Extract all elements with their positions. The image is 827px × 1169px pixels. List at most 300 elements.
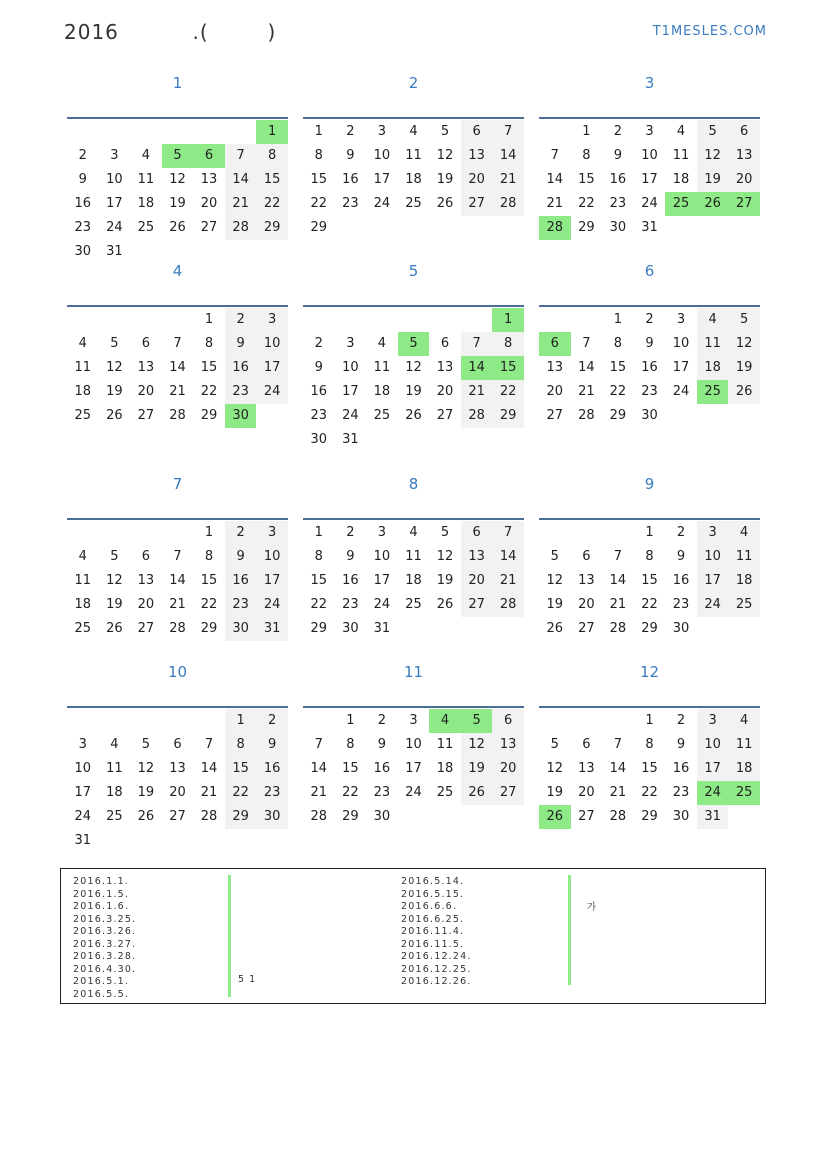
day-cell[interactable]: 12 (436, 148, 454, 163)
day-cell[interactable]: 4 (697, 308, 729, 332)
day-cell[interactable]: 25 (665, 192, 697, 216)
day-cell[interactable]: 18 (74, 384, 92, 399)
day-cell[interactable]: 5 (461, 709, 493, 733)
day-cell[interactable]: 3 (377, 124, 387, 139)
day-cell[interactable]: 11 (672, 148, 690, 163)
day-cell[interactable]: 30 (225, 617, 257, 641)
day-cell[interactable]: 29 (641, 621, 658, 636)
day-cell[interactable]: 5 (550, 549, 559, 564)
day-cell[interactable]: 19 (436, 573, 454, 588)
day-cell[interactable]: 16 (641, 360, 658, 375)
day-cell[interactable]: 17 (373, 172, 391, 187)
day-cell[interactable]: 3 (409, 713, 418, 728)
day-cell[interactable]: 18 (728, 569, 760, 593)
day-cell[interactable]: 28 (492, 593, 524, 617)
day-cell[interactable]: 28 (310, 809, 328, 824)
day-cell[interactable]: 24 (373, 597, 391, 612)
day-cell[interactable]: 23 (672, 597, 690, 612)
day-cell[interactable]: 19 (461, 757, 493, 781)
day-cell[interactable]: 8 (346, 737, 355, 752)
day-cell[interactable]: 4 (78, 336, 87, 351)
day-cell[interactable]: 1 (645, 525, 654, 540)
day-cell[interactable]: 17 (672, 360, 690, 375)
day-cell[interactable]: 31 (74, 833, 92, 848)
day-cell[interactable]: 19 (405, 384, 422, 399)
day-cell[interactable]: 12 (405, 360, 422, 375)
day-cell[interactable]: 6 (461, 521, 493, 545)
day-cell[interactable]: 26 (461, 781, 493, 805)
day-cell[interactable]: 8 (492, 332, 524, 356)
day-cell[interactable]: 1 (346, 713, 355, 728)
day-cell[interactable]: 31 (373, 621, 391, 636)
day-cell[interactable]: 27 (461, 192, 493, 216)
day-cell[interactable]: 15 (200, 360, 218, 375)
day-cell[interactable]: 14 (492, 144, 524, 168)
day-cell[interactable]: 11 (697, 332, 729, 356)
day-cell[interactable]: 20 (169, 785, 186, 800)
day-cell[interactable]: 25 (436, 785, 454, 800)
day-cell[interactable]: 5 (162, 144, 194, 168)
day-cell[interactable]: 1 (204, 525, 214, 540)
day-cell[interactable]: 26 (546, 621, 564, 636)
day-cell[interactable]: 17 (256, 569, 288, 593)
day-cell[interactable]: 24 (342, 408, 359, 423)
day-cell[interactable]: 23 (310, 408, 328, 423)
day-cell[interactable]: 6 (728, 120, 760, 144)
day-cell[interactable]: 15 (256, 168, 288, 192)
day-cell[interactable]: 10 (342, 360, 359, 375)
day-cell[interactable]: 24 (672, 384, 690, 399)
day-cell[interactable]: 9 (346, 148, 355, 163)
day-cell[interactable]: 13 (461, 144, 493, 168)
day-cell[interactable]: 23 (342, 196, 359, 211)
day-cell[interactable]: 11 (74, 573, 92, 588)
day-cell[interactable]: 9 (225, 545, 257, 569)
day-cell[interactable]: 8 (314, 148, 323, 163)
day-cell[interactable]: 25 (405, 196, 422, 211)
day-cell[interactable]: 30 (641, 408, 658, 423)
day-cell[interactable]: 13 (137, 360, 155, 375)
day-cell[interactable]: 3 (256, 308, 288, 332)
day-cell[interactable]: 7 (550, 148, 559, 163)
day-cell[interactable]: 19 (106, 597, 123, 612)
day-cell[interactable]: 16 (225, 569, 257, 593)
day-cell[interactable]: 23 (225, 593, 257, 617)
day-cell[interactable]: 16 (74, 196, 92, 211)
day-cell[interactable]: 26 (106, 621, 123, 636)
day-cell[interactable]: 5 (728, 308, 760, 332)
day-cell[interactable]: 28 (169, 621, 186, 636)
day-cell[interactable]: 4 (409, 124, 418, 139)
day-cell[interactable]: 17 (697, 757, 729, 781)
day-cell[interactable]: 24 (373, 196, 391, 211)
day-cell[interactable]: 25 (106, 809, 123, 824)
day-cell[interactable]: 28 (609, 809, 627, 824)
day-cell[interactable]: 7 (204, 737, 214, 752)
day-cell[interactable]: 28 (225, 216, 257, 240)
day-cell[interactable]: 1 (256, 120, 288, 144)
day-cell[interactable]: 1 (204, 312, 214, 327)
day-cell[interactable]: 27 (546, 408, 564, 423)
day-cell[interactable]: 24 (256, 380, 288, 404)
day-cell[interactable]: 20 (461, 168, 493, 192)
day-cell[interactable]: 9 (377, 737, 387, 752)
day-cell[interactable]: 27 (492, 781, 524, 805)
day-cell[interactable]: 27 (137, 621, 155, 636)
day-cell[interactable]: 1 (225, 709, 257, 733)
day-cell[interactable]: 12 (436, 549, 454, 564)
day-cell[interactable]: 11 (405, 148, 422, 163)
day-cell[interactable]: 14 (310, 761, 328, 776)
day-cell[interactable]: 6 (173, 737, 182, 752)
day-cell[interactable]: 25 (728, 781, 760, 805)
day-cell[interactable]: 18 (697, 356, 729, 380)
day-cell[interactable]: 7 (492, 521, 524, 545)
day-cell[interactable]: 7 (613, 549, 623, 564)
day-cell[interactable]: 21 (200, 785, 218, 800)
day-cell[interactable]: 5 (110, 336, 119, 351)
day-cell[interactable]: 20 (200, 196, 218, 211)
day-cell[interactable]: 15 (641, 761, 658, 776)
day-cell[interactable]: 22 (492, 380, 524, 404)
day-cell[interactable]: 7 (173, 549, 182, 564)
day-cell[interactable]: 3 (110, 148, 119, 163)
day-cell[interactable]: 4 (728, 521, 760, 545)
day-cell[interactable]: 9 (676, 737, 686, 752)
day-cell[interactable]: 6 (492, 709, 524, 733)
day-cell[interactable]: 29 (578, 220, 595, 235)
day-cell[interactable]: 13 (169, 761, 186, 776)
day-cell[interactable]: 19 (546, 785, 564, 800)
day-cell[interactable]: 12 (137, 761, 155, 776)
day-cell[interactable]: 19 (169, 196, 186, 211)
day-cell[interactable]: 1 (314, 525, 323, 540)
day-cell[interactable]: 5 (550, 737, 559, 752)
day-cell[interactable]: 30 (672, 809, 690, 824)
day-cell[interactable]: 5 (110, 549, 119, 564)
day-cell[interactable]: 24 (106, 220, 123, 235)
day-cell[interactable]: 15 (492, 356, 524, 380)
day-cell[interactable]: 25 (137, 220, 155, 235)
day-cell[interactable]: 26 (405, 408, 422, 423)
day-cell[interactable]: 20 (461, 569, 493, 593)
day-cell[interactable]: 23 (641, 384, 658, 399)
day-cell[interactable]: 25 (697, 380, 729, 404)
day-cell[interactable]: 29 (492, 404, 524, 428)
day-cell[interactable]: 14 (225, 168, 257, 192)
day-cell[interactable]: 10 (672, 336, 690, 351)
day-cell[interactable]: 25 (74, 408, 92, 423)
day-cell[interactable]: 7 (582, 336, 591, 351)
day-cell[interactable]: 14 (169, 360, 186, 375)
day-cell[interactable]: 11 (436, 737, 454, 752)
day-cell[interactable]: 31 (342, 432, 359, 447)
day-cell[interactable]: 19 (697, 168, 729, 192)
day-cell[interactable]: 29 (200, 408, 218, 423)
day-cell[interactable]: 5 (141, 737, 151, 752)
day-cell[interactable]: 8 (256, 144, 288, 168)
day-cell[interactable]: 2 (645, 312, 654, 327)
day-cell[interactable]: 28 (578, 408, 595, 423)
day-cell[interactable]: 28 (169, 408, 186, 423)
day-cell[interactable]: 22 (310, 196, 328, 211)
day-cell[interactable]: 6 (539, 332, 571, 356)
day-cell[interactable]: 3 (645, 124, 654, 139)
day-cell[interactable]: 26 (436, 196, 454, 211)
day-cell[interactable]: 10 (256, 332, 288, 356)
day-cell[interactable]: 15 (578, 172, 595, 187)
day-cell[interactable]: 16 (342, 172, 359, 187)
day-cell[interactable]: 2 (256, 709, 288, 733)
day-cell[interactable]: 16 (672, 573, 690, 588)
day-cell[interactable]: 22 (342, 785, 359, 800)
day-cell[interactable]: 7 (492, 120, 524, 144)
day-cell[interactable]: 9 (78, 172, 87, 187)
day-cell[interactable]: 11 (74, 360, 92, 375)
day-cell[interactable]: 7 (173, 336, 182, 351)
day-cell[interactable]: 30 (225, 404, 257, 428)
day-cell[interactable]: 12 (546, 761, 564, 776)
day-cell[interactable]: 9 (256, 733, 288, 757)
day-cell[interactable]: 18 (672, 172, 690, 187)
day-cell[interactable]: 6 (582, 549, 591, 564)
day-cell[interactable]: 12 (461, 733, 493, 757)
day-cell[interactable]: 16 (256, 757, 288, 781)
day-cell[interactable]: 17 (256, 356, 288, 380)
day-cell[interactable]: 15 (609, 360, 627, 375)
day-cell[interactable]: 2 (314, 336, 323, 351)
day-cell[interactable]: 9 (314, 360, 323, 375)
day-cell[interactable]: 28 (461, 404, 493, 428)
day-cell[interactable]: 1 (492, 308, 524, 332)
day-cell[interactable]: 27 (200, 220, 218, 235)
day-cell[interactable]: 25 (728, 593, 760, 617)
day-cell[interactable]: 3 (697, 521, 729, 545)
day-cell[interactable]: 12 (546, 573, 564, 588)
day-cell[interactable]: 21 (546, 196, 564, 211)
day-cell[interactable]: 4 (429, 709, 461, 733)
day-cell[interactable]: 12 (728, 332, 760, 356)
day-cell[interactable]: 5 (398, 332, 430, 356)
day-cell[interactable]: 14 (169, 573, 186, 588)
day-cell[interactable]: 1 (613, 312, 623, 327)
day-cell[interactable]: 10 (697, 545, 729, 569)
day-cell[interactable]: 17 (405, 761, 422, 776)
day-cell[interactable]: 11 (137, 172, 155, 187)
day-cell[interactable]: 19 (728, 356, 760, 380)
day-cell[interactable]: 22 (641, 785, 658, 800)
day-cell[interactable]: 31 (256, 617, 288, 641)
day-cell[interactable]: 16 (310, 384, 328, 399)
day-cell[interactable]: 8 (204, 549, 214, 564)
day-cell[interactable]: 23 (373, 785, 391, 800)
day-cell[interactable]: 30 (74, 244, 92, 259)
day-cell[interactable]: 21 (609, 597, 627, 612)
day-cell[interactable]: 30 (342, 621, 359, 636)
day-cell[interactable]: 19 (436, 172, 454, 187)
day-cell[interactable]: 29 (609, 408, 627, 423)
day-cell[interactable]: 23 (256, 781, 288, 805)
day-cell[interactable]: 3 (346, 336, 355, 351)
day-cell[interactable]: 23 (342, 597, 359, 612)
day-cell[interactable]: 14 (461, 356, 493, 380)
day-cell[interactable]: 28 (492, 192, 524, 216)
day-cell[interactable]: 22 (256, 192, 288, 216)
day-cell[interactable]: 13 (461, 545, 493, 569)
day-cell[interactable]: 10 (405, 737, 422, 752)
day-cell[interactable]: 29 (310, 220, 328, 235)
day-cell[interactable]: 31 (641, 220, 658, 235)
day-cell[interactable]: 21 (609, 785, 627, 800)
day-cell[interactable]: 3 (377, 525, 387, 540)
day-cell[interactable]: 5 (697, 120, 729, 144)
day-cell[interactable]: 24 (641, 196, 658, 211)
day-cell[interactable]: 15 (310, 172, 328, 187)
day-cell[interactable]: 7 (461, 332, 493, 356)
day-cell[interactable]: 15 (342, 761, 359, 776)
day-cell[interactable]: 19 (106, 384, 123, 399)
day-cell[interactable]: 2 (676, 713, 686, 728)
day-cell[interactable]: 26 (436, 597, 454, 612)
day-cell[interactable]: 10 (74, 761, 92, 776)
day-cell[interactable]: 20 (137, 384, 155, 399)
day-cell[interactable]: 27 (137, 408, 155, 423)
day-cell[interactable]: 23 (74, 220, 92, 235)
day-cell[interactable]: 22 (609, 384, 627, 399)
day-cell[interactable]: 14 (578, 360, 595, 375)
day-cell[interactable]: 29 (641, 809, 658, 824)
day-cell[interactable]: 17 (697, 569, 729, 593)
day-cell[interactable]: 2 (346, 124, 355, 139)
day-cell[interactable]: 14 (609, 573, 627, 588)
day-cell[interactable]: 26 (169, 220, 186, 235)
day-cell[interactable]: 3 (256, 521, 288, 545)
day-cell[interactable]: 16 (342, 573, 359, 588)
day-cell[interactable]: 1 (582, 124, 591, 139)
day-cell[interactable]: 8 (314, 549, 323, 564)
day-cell[interactable]: 12 (106, 360, 123, 375)
day-cell[interactable]: 12 (169, 172, 186, 187)
day-cell[interactable]: 25 (373, 408, 391, 423)
day-cell[interactable]: 4 (110, 737, 119, 752)
day-cell[interactable]: 18 (436, 761, 454, 776)
day-cell[interactable]: 27 (461, 593, 493, 617)
day-cell[interactable]: 10 (373, 148, 391, 163)
day-cell[interactable]: 24 (697, 781, 729, 805)
day-cell[interactable]: 18 (728, 757, 760, 781)
day-cell[interactable]: 11 (728, 733, 760, 757)
day-cell[interactable]: 21 (169, 597, 186, 612)
day-cell[interactable]: 26 (137, 809, 155, 824)
day-cell[interactable]: 9 (613, 148, 623, 163)
day-cell[interactable]: 18 (137, 196, 155, 211)
day-cell[interactable]: 16 (672, 761, 690, 776)
day-cell[interactable]: 24 (74, 809, 92, 824)
day-cell[interactable]: 27 (578, 621, 595, 636)
day-cell[interactable]: 17 (342, 384, 359, 399)
day-cell[interactable]: 2 (613, 124, 623, 139)
day-cell[interactable]: 29 (310, 621, 328, 636)
day-cell[interactable]: 22 (578, 196, 595, 211)
day-cell[interactable]: 15 (310, 573, 328, 588)
day-cell[interactable]: 8 (582, 148, 591, 163)
day-cell[interactable]: 8 (645, 737, 654, 752)
day-cell[interactable]: 20 (578, 785, 595, 800)
day-cell[interactable]: 10 (106, 172, 123, 187)
day-cell[interactable]: 24 (405, 785, 422, 800)
day-cell[interactable]: 22 (641, 597, 658, 612)
day-cell[interactable]: 15 (225, 757, 257, 781)
day-cell[interactable]: 21 (492, 569, 524, 593)
day-cell[interactable]: 4 (676, 124, 686, 139)
day-cell[interactable]: 25 (405, 597, 422, 612)
day-cell[interactable]: 11 (728, 545, 760, 569)
day-cell[interactable]: 31 (697, 805, 729, 829)
day-cell[interactable]: 10 (697, 733, 729, 757)
day-cell[interactable]: 27 (436, 408, 454, 423)
day-cell[interactable]: 29 (225, 805, 257, 829)
day-cell[interactable]: 16 (609, 172, 627, 187)
day-cell[interactable]: 29 (200, 621, 218, 636)
day-cell[interactable]: 4 (141, 148, 151, 163)
day-cell[interactable]: 13 (492, 733, 524, 757)
day-cell[interactable]: 26 (539, 805, 571, 829)
day-cell[interactable]: 16 (225, 356, 257, 380)
day-cell[interactable]: 1 (645, 713, 654, 728)
day-cell[interactable]: 17 (74, 785, 92, 800)
day-cell[interactable]: 16 (373, 761, 391, 776)
day-cell[interactable]: 21 (578, 384, 595, 399)
day-cell[interactable]: 4 (78, 549, 87, 564)
day-cell[interactable]: 21 (492, 168, 524, 192)
day-cell[interactable]: 20 (728, 168, 760, 192)
day-cell[interactable]: 22 (310, 597, 328, 612)
day-cell[interactable]: 9 (676, 549, 686, 564)
day-cell[interactable]: 17 (106, 196, 123, 211)
day-cell[interactable]: 30 (256, 805, 288, 829)
day-cell[interactable]: 19 (137, 785, 155, 800)
day-cell[interactable]: 7 (613, 737, 623, 752)
day-cell[interactable]: 30 (310, 432, 328, 447)
day-cell[interactable]: 14 (492, 545, 524, 569)
day-cell[interactable]: 15 (641, 573, 658, 588)
day-cell[interactable]: 18 (373, 384, 391, 399)
day-cell[interactable]: 6 (461, 120, 493, 144)
day-cell[interactable]: 24 (256, 593, 288, 617)
day-cell[interactable]: 23 (225, 380, 257, 404)
day-cell[interactable]: 20 (436, 384, 454, 399)
day-cell[interactable]: 3 (676, 312, 686, 327)
day-cell[interactable]: 15 (200, 573, 218, 588)
day-cell[interactable]: 31 (106, 244, 123, 259)
day-cell[interactable]: 14 (609, 761, 627, 776)
day-cell[interactable]: 10 (641, 148, 658, 163)
day-cell[interactable]: 29 (256, 216, 288, 240)
day-cell[interactable]: 13 (578, 761, 595, 776)
day-cell[interactable]: 8 (204, 336, 214, 351)
day-cell[interactable]: 13 (546, 360, 564, 375)
day-cell[interactable]: 13 (728, 144, 760, 168)
site-link[interactable]: T1MESLES.COM (652, 24, 767, 39)
day-cell[interactable]: 11 (405, 549, 422, 564)
day-cell[interactable]: 11 (373, 360, 391, 375)
day-cell[interactable]: 17 (641, 172, 658, 187)
day-cell[interactable]: 9 (645, 336, 654, 351)
day-cell[interactable]: 8 (645, 549, 654, 564)
day-cell[interactable]: 14 (200, 761, 218, 776)
day-cell[interactable]: 18 (74, 597, 92, 612)
day-cell[interactable]: 6 (440, 336, 450, 351)
